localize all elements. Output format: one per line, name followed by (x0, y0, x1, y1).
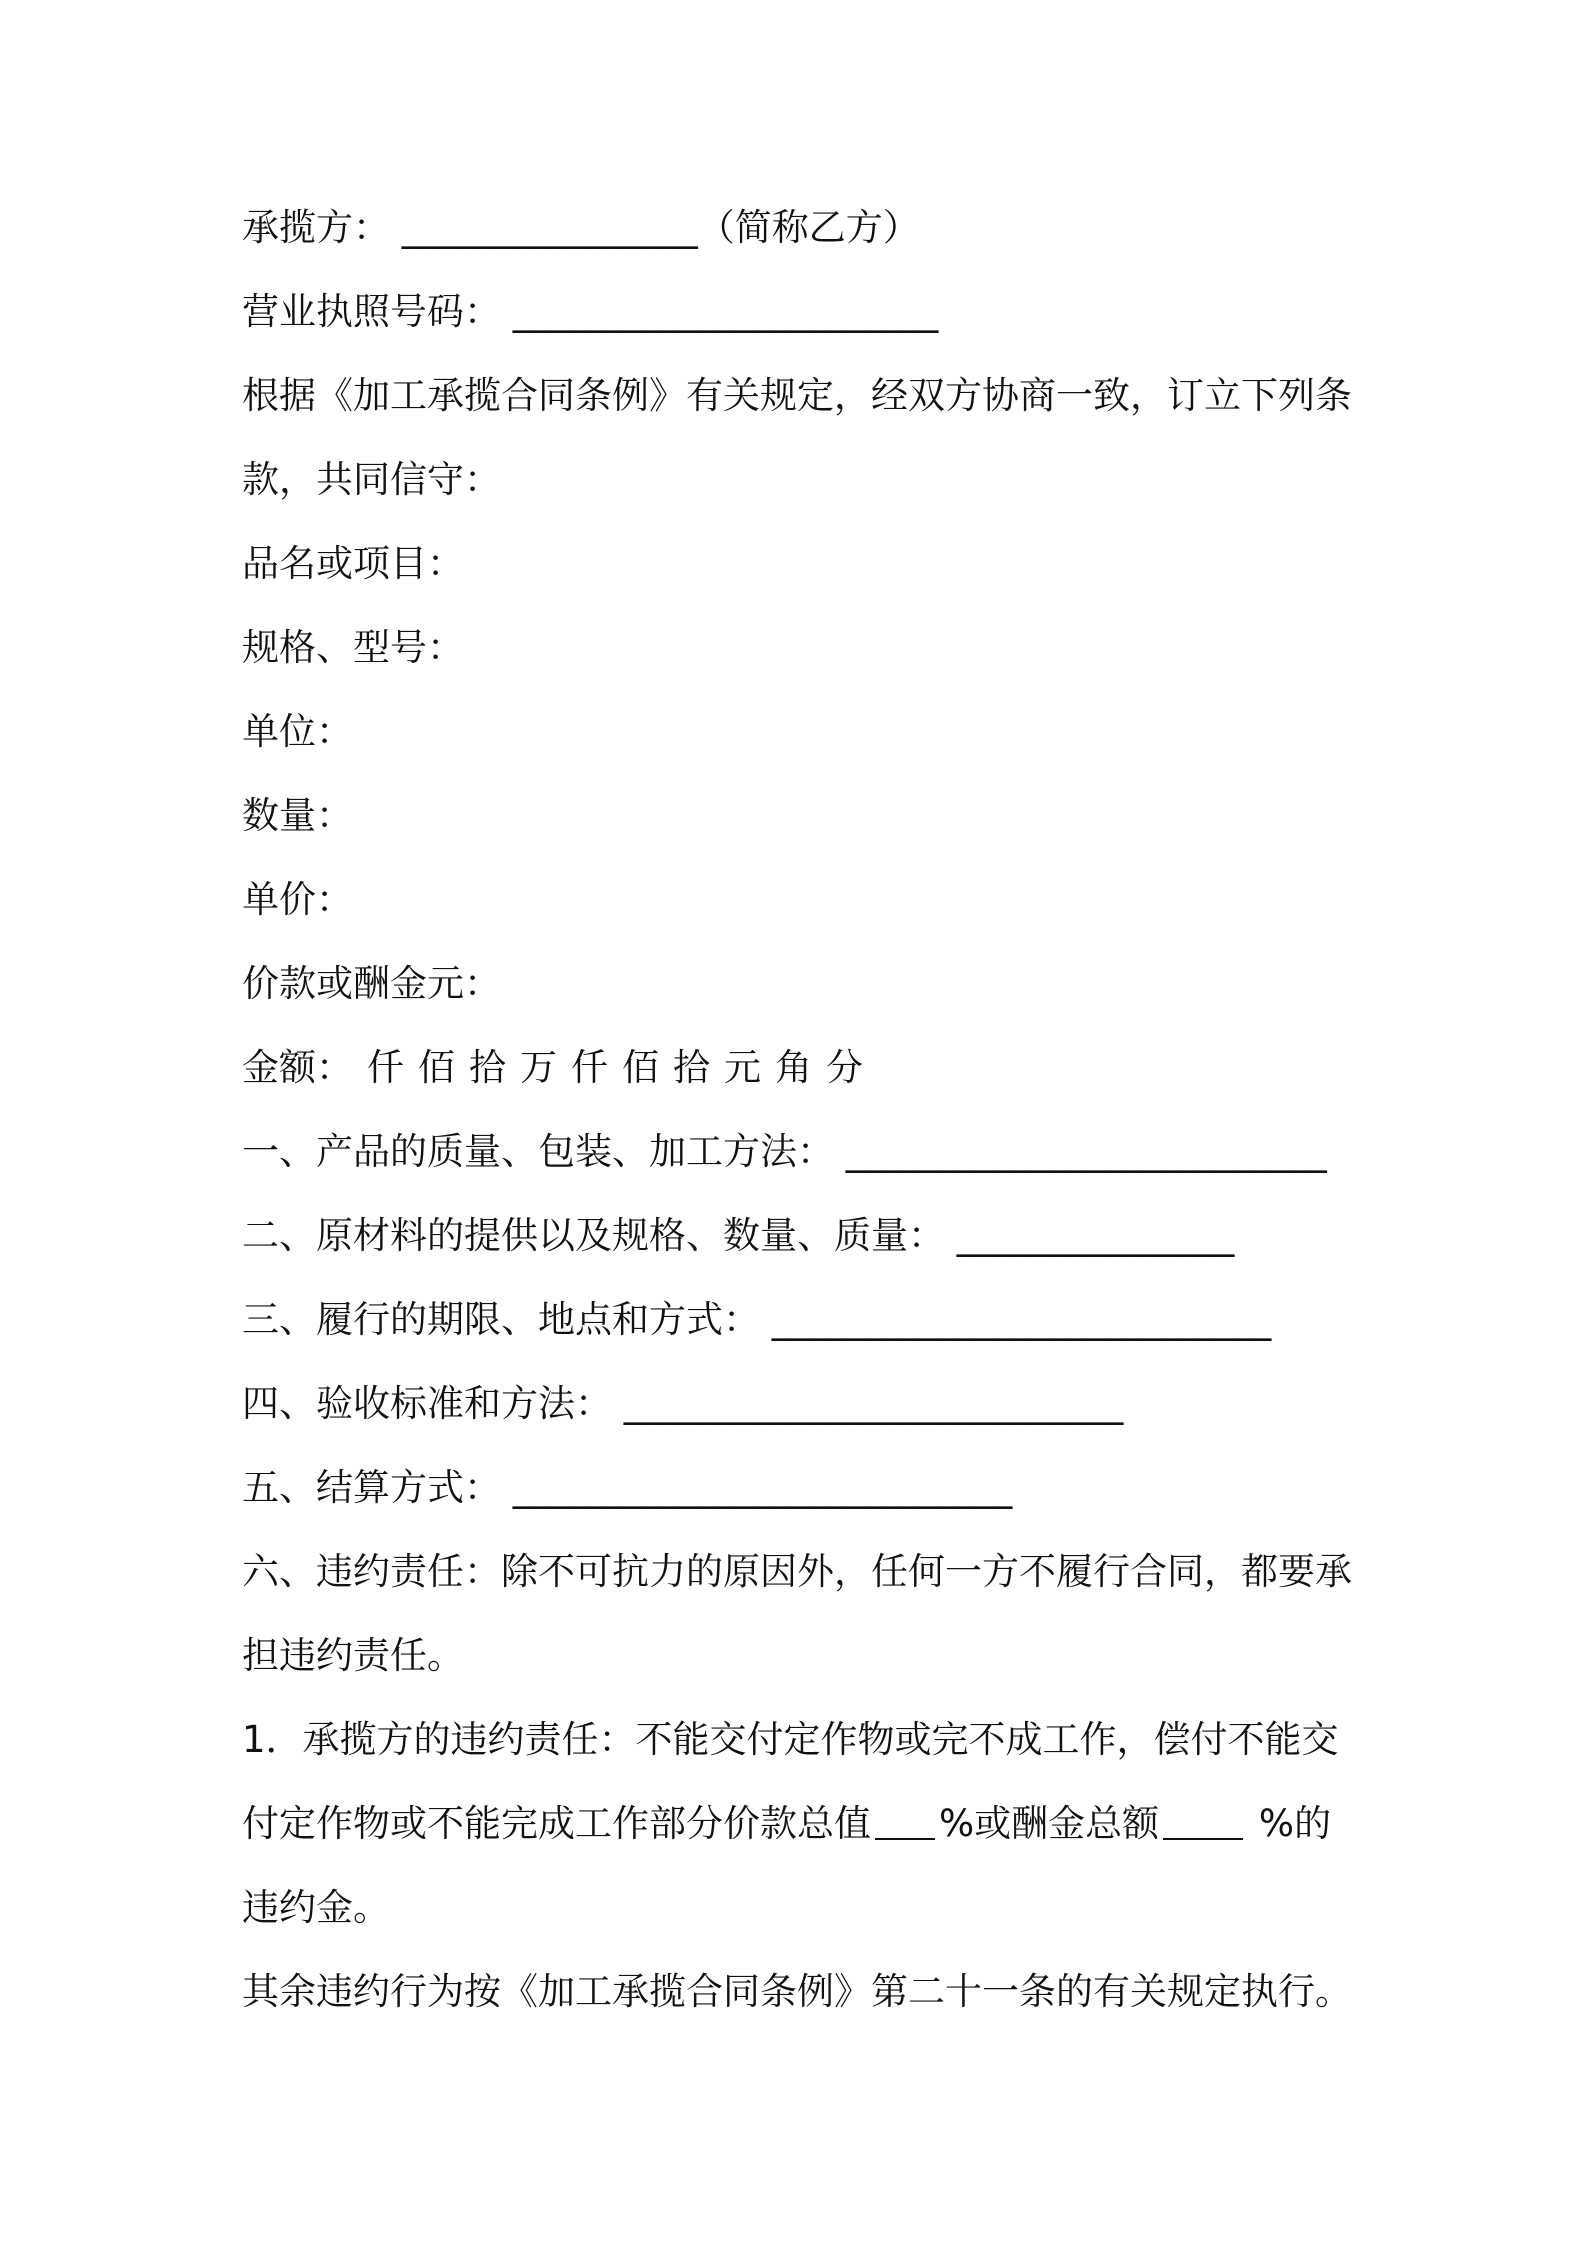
amount-unit: 万 (520, 1046, 557, 1089)
closing-line: 其余违约行为按《加工承揽合同条例》第二十一条的有关规定执行。 (242, 1970, 1352, 2013)
clause-materials (242, 1194, 1362, 1278)
liability-line-2: 担违约责任。 (242, 1634, 464, 1677)
spec-line: 规格、型号： (242, 626, 464, 669)
license-blank: _______________________ (512, 290, 939, 333)
liability-1-text-c: %的 (1247, 1802, 1332, 1845)
contract-body (242, 186, 1362, 2034)
amount-unit: 仟 (367, 1046, 404, 1089)
preamble-line-1: 根据《加工承揽合同条例》有关规定，经双方协商一致，订立下列条 (242, 374, 1352, 417)
percent-blank-2 (1163, 1804, 1243, 1840)
clause-blank: __________________________ (845, 1130, 1327, 1173)
amount-line (242, 1026, 1362, 1110)
amount-unit: 佰 (622, 1046, 659, 1089)
liability-1-line-3: 违约金。 (242, 1886, 390, 1929)
preamble-line-2: 款，共同信守： (242, 458, 501, 501)
amount-label: 金额： (242, 1046, 353, 1089)
amount-unit: 仟 (571, 1046, 608, 1089)
percent-blank-1 (875, 1804, 935, 1840)
clause-blank: ___________________________ (771, 1298, 1272, 1341)
license-label: 营业执照号码： (242, 290, 501, 333)
clause-blank: ___________________________ (512, 1466, 1013, 1509)
liability-1-text-b: %或酬金总额 (939, 1802, 1160, 1845)
clause-blank: _______________ (956, 1214, 1235, 1257)
liability-1-text-a: 付定作物或不能完成工作部分价款总值 (242, 1802, 871, 1845)
price-line: 价款或酬金元： (242, 962, 501, 1005)
contractor-blank: ________________ (401, 206, 698, 249)
clause-text: 二、原材料的提供以及规格、数量、质量： (242, 1214, 945, 1257)
clause-text: 一、产品的质量、包装、加工方法： (242, 1130, 834, 1173)
clause-settlement (242, 1446, 1362, 1530)
clause-text: 三、履行的期限、地点和方式： (242, 1298, 760, 1341)
clause-text: 五、结算方式： (242, 1466, 501, 1509)
unit-price-line: 单价： (242, 878, 353, 921)
contractor-suffix: （简称乙方） (697, 206, 920, 249)
contractor-label: 承揽方： (242, 206, 390, 249)
amount-unit: 拾 (673, 1046, 710, 1089)
amount-unit: 拾 (469, 1046, 506, 1089)
license-line (242, 270, 1362, 354)
product-line: 品名或项目： (242, 542, 464, 585)
amount-unit: 角 (775, 1046, 812, 1089)
clause-delivery (242, 1278, 1362, 1362)
clause-text: 四、验收标准和方法： (242, 1382, 612, 1425)
liability-1-line-1: 1．承揽方的违约责任：不能交付定作物或完不成工作，偿付不能交 (242, 1718, 1339, 1761)
amount-unit: 佰 (418, 1046, 455, 1089)
clause-blank: ___________________________ (623, 1382, 1124, 1425)
liability-line-1: 六、违约责任：除不可抗力的原因外，任何一方不履行合同，都要承 (242, 1550, 1352, 1593)
clause-quality (242, 1110, 1362, 1194)
quantity-line: 数量： (242, 794, 353, 837)
unit-line: 单位： (242, 710, 353, 753)
liability-1-line-2 (242, 1782, 1362, 1866)
clause-acceptance (242, 1362, 1362, 1446)
amount-unit: 分 (826, 1046, 863, 1089)
amount-unit: 元 (724, 1046, 761, 1089)
contractor-line (242, 186, 1362, 270)
